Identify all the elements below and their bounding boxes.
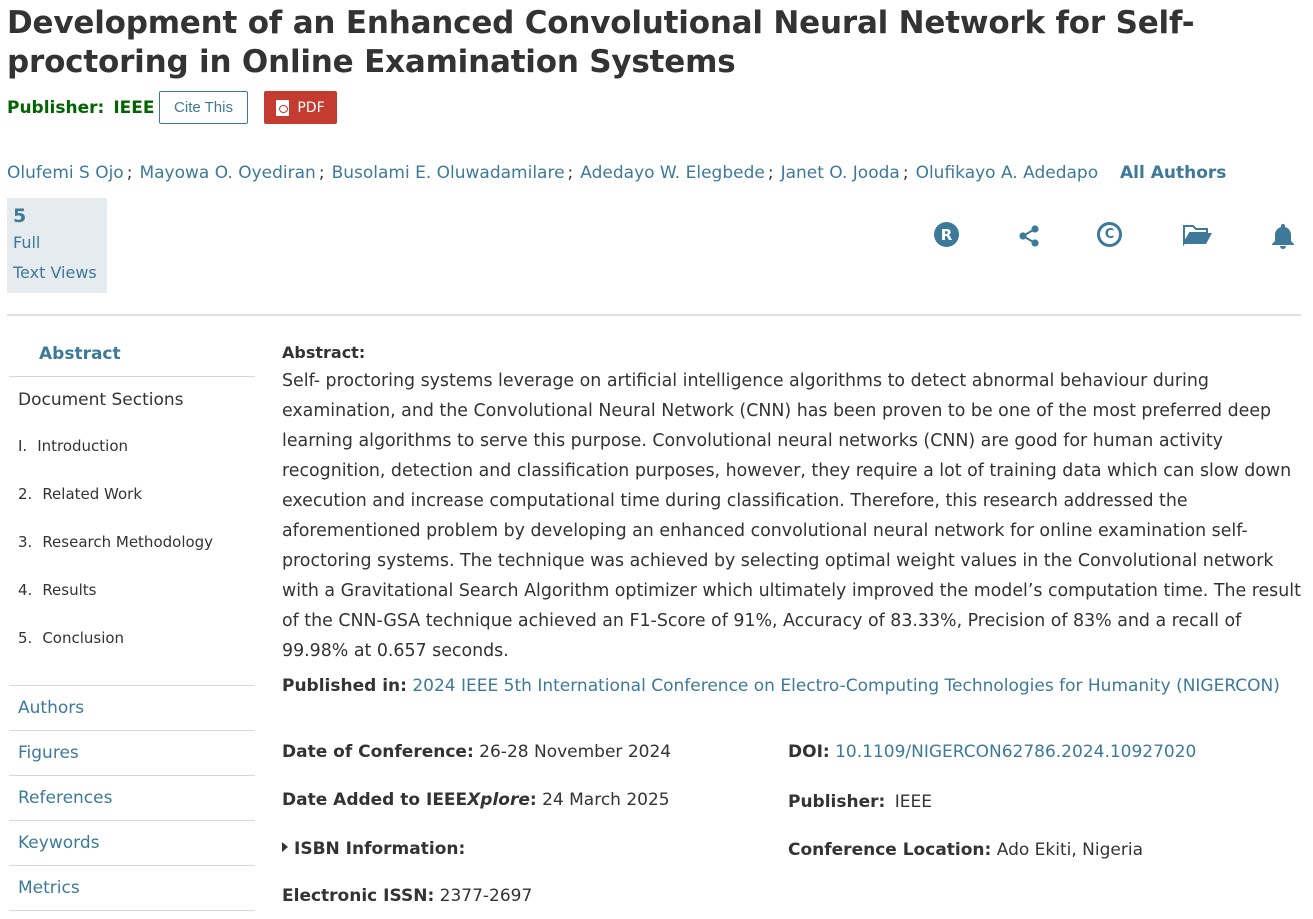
folder-icon[interactable] (1183, 222, 1213, 256)
rights-glyph: R (934, 222, 959, 247)
pdf-icon (276, 100, 289, 116)
doi-label: DOI: (788, 742, 830, 762)
date-of-conference-value: 26-28 November 2024 (479, 742, 672, 762)
sidebar-item-metrics[interactable]: Metrics (9, 866, 255, 911)
sidebar-item-related-work[interactable] (9, 470, 255, 518)
folder-glyph (1183, 222, 1213, 246)
author-separator: ; (567, 163, 574, 183)
sidebar-item-keywords[interactable]: Keywords (9, 821, 255, 866)
doi (788, 739, 1196, 765)
section-label: Related Work (42, 485, 143, 503)
pdf-button-label: PDF (297, 99, 325, 116)
sidebar-item-results[interactable] (9, 566, 255, 614)
date-added-value: 24 March 2025 (542, 790, 670, 810)
section-label: Introduction (37, 437, 129, 455)
date-added-xplore: Xplore (467, 790, 530, 810)
sidebar-divider (9, 662, 255, 686)
share-glyph (1018, 222, 1040, 248)
bell-glyph (1270, 222, 1296, 250)
sidebar-item-figures[interactable]: Figures (9, 731, 255, 776)
author-separator: ; (126, 163, 133, 183)
full-text-views-count: 5 (13, 205, 27, 227)
conference-location (788, 837, 1143, 863)
sidebar-item-authors[interactable]: Authors (9, 686, 255, 731)
author-separator: ; (767, 163, 774, 183)
author-separator: ; (318, 163, 325, 183)
sidebar-item-introduction[interactable] (9, 422, 255, 470)
page-title: Development of an Enhanced Convolutional Neural Network for Self-proctoring in Online Examination Systems (7, 5, 1195, 80)
author-link[interactable]: Mayowa O. Oyediran (139, 163, 316, 183)
abstract-section (282, 340, 1302, 666)
electronic-issn (282, 883, 532, 909)
publisher-detail-label: Publisher: (788, 792, 886, 812)
isbn-information-toggle[interactable] (282, 836, 465, 862)
conference-location-value: Ado Ekiti, Nigeria (996, 840, 1143, 860)
section-label: Results (42, 581, 97, 599)
abstract-heading: Abstract: (282, 343, 366, 362)
publisher-detail (788, 789, 932, 815)
publisher-row (7, 90, 325, 126)
publisher-label: Publisher: (7, 98, 105, 118)
document-sidebar (9, 332, 255, 911)
sidebar-item-research-methodology[interactable] (9, 518, 255, 566)
abstract-text: Self- proctoring systems leverage on artificial intelligence algorithms to detect abnormal behaviour during examination, and the Convolutional Neural Network (CNN) has been proven to be one of the most preferred deep learning algorithms to serve this purpose. Convolutional neural networks (CNN) are good for human activity recognition, detection and classification purposes, however, they require a lot of training data which can slow down execution and increase computational time during classification. Therefore, this research addressed the aforementioned problem by developing an enhanced convolutional neural network for online examination self-proctoring systems. The technique was achieved by selecting optimal weight values in the Convolutional network with a Gravitational Search Algorithm optimizer which ultimately improved the model’s computation time. The result of the CNN-GSA technique achieved an F1-Score of 91%, Accuracy of 83.33%, Precision of 83% and a recall of 99.98% at 0.657 seconds. (282, 371, 1301, 661)
isbn-information-label: ISBN Information: (294, 839, 466, 859)
electronic-issn-value: 2377-2697 (439, 886, 533, 906)
section-label: Conclusion (42, 629, 125, 647)
section-number: I. (18, 437, 28, 455)
sidebar-item-conclusion[interactable] (9, 614, 255, 662)
share-icon[interactable] (1018, 222, 1040, 256)
section-label: Research Methodology (42, 533, 214, 551)
rights-icon[interactable] (934, 222, 959, 256)
publisher-detail-value: IEEE (894, 792, 932, 812)
author-separator: ; (902, 163, 909, 183)
author-list (7, 160, 1098, 186)
published-in-link[interactable]: 2024 IEEE 5th International Conference on Electro-Computing Technologies for Humanity (NIGERCON) (412, 676, 1280, 696)
date-added-colon: : (529, 790, 537, 810)
publisher-value: IEEE (113, 98, 155, 118)
sidebar-item-references[interactable]: References (9, 776, 255, 821)
author-link[interactable]: Olufemi S Ojo (7, 163, 124, 183)
full-text-views-box[interactable] (7, 198, 107, 293)
author-link[interactable]: Busolami E. Oluwadamilare (331, 163, 565, 183)
published-in-label: Published in: (282, 676, 407, 696)
published-in (282, 673, 1280, 699)
section-number: 3. (18, 533, 33, 551)
electronic-issn-label: Electronic ISSN: (282, 886, 435, 906)
header-divider (7, 314, 1301, 316)
date-of-conference (282, 739, 671, 765)
copyright-glyph: C (1097, 222, 1122, 247)
all-authors-link[interactable]: All Authors (1120, 163, 1227, 183)
section-number: 2. (18, 485, 33, 503)
conference-location-label: Conference Location: (788, 840, 992, 860)
section-number: 4. (18, 581, 33, 599)
cite-this-button[interactable]: Cite This (159, 91, 248, 124)
doi-link[interactable]: 10.1109/NIGERCON62786.2024.10927020 (835, 742, 1197, 762)
author-link[interactable]: Janet O. Jooda (780, 163, 900, 183)
sidebar-item-abstract[interactable]: Abstract (9, 332, 255, 377)
document-sections-heading: Document Sections (18, 389, 184, 410)
pdf-button[interactable] (264, 91, 337, 124)
section-number: 5. (18, 629, 33, 647)
copyright-icon[interactable] (1097, 222, 1122, 256)
alert-bell-icon[interactable] (1270, 222, 1296, 256)
date-added (282, 787, 670, 813)
date-added-label: Date Added to IEEE (282, 790, 468, 810)
full-text-views-label-2: Text Views (13, 263, 97, 282)
full-text-views-label-1: Full (13, 233, 41, 252)
author-link[interactable]: Olufikayo A. Adedapo (915, 163, 1099, 183)
date-of-conference-label: Date of Conference: (282, 742, 474, 762)
author-link[interactable]: Adedayo W. Elegbede (580, 163, 765, 183)
caret-right-icon (282, 842, 288, 852)
